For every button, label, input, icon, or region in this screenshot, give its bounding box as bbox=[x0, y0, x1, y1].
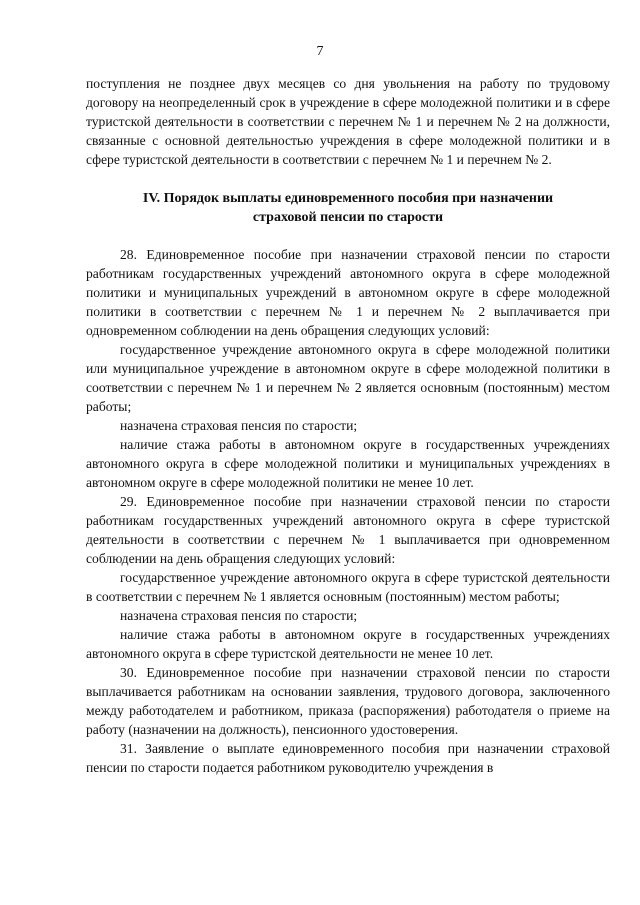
paragraph-28: 28. Единовременное пособие при назначении страховой пенсии по старости работникам государственных учреждений автономного округа в сфере молодежной политики и муниципальных учреждений в автономном округе в сфере молодежной политики в соответствии с перечнем № 1 и перечнем № 2 выплачивается при одновременном соблюдении на день обращения следующих условий: bbox=[86, 247, 610, 338]
condition-main-workplace: государственное учреждение автономного округа в сфере туристской деятельности в соответствии с перечнем № 1 является основным (постоянным) местом работы; bbox=[86, 570, 610, 604]
document-body bbox=[86, 74, 610, 777]
paragraph-30: 30. Единовременное пособие при назначении страховой пенсии по старости выплачивается работникам на основании заявления, трудового договора, заключенного между работодателем и работником, приказа (распоряжения) работодателя о приеме на работу (назначении на должность), пенсионного удостоверения. bbox=[86, 665, 610, 737]
intro-paragraph: поступления не позднее двух месяцев со дня увольнения на работу по трудовому договору на неопределенный срок в учреждение в сфере молодежной политики и в сфере туристской деятельности в соответствии с перечнем № 1 и перечнем № 2 на должности, связанные с основной деятельностью учреждения в сфере молодежной политики и в сфере туристской деятельности в соответствии с перечнем № 1 и перечнем № 2. bbox=[86, 76, 610, 167]
paragraph-31: 31. Заявление о выплате единовременного пособия при назначении страховой пенсии по старости подается работником руководителю учреждения в bbox=[86, 741, 610, 775]
condition-work-experience: наличие стажа работы в автономном округе в государственных учреждениях автономного округа в сфере молодежной политики и муниципальных учреждениях в автономном округе в сфере молодежной политики не менее 10 лет. bbox=[86, 437, 610, 490]
section-title-line-1: IV. Порядок выплаты единовременного пособия при назначении bbox=[142, 191, 554, 206]
paragraph-29: 29. Единовременное пособие при назначении страховой пенсии по старости работникам государственных учреждений автономного округа в сфере туристской деятельности в соответствии с перечнем № 1 выплачивается при одновременном соблюдении на день обращения следующих условий: bbox=[86, 494, 610, 566]
condition-work-experience: наличие стажа работы в автономном округе в государственных учреждениях автономного округа в сфере туристской деятельности не менее 10 лет. bbox=[86, 627, 610, 661]
section-title-line-2: страховой пенсии по старости bbox=[252, 210, 444, 225]
page-number: 7 bbox=[316, 44, 324, 59]
section-heading bbox=[86, 189, 610, 227]
condition-main-workplace: государственное учреждение автономного округа в сфере молодежной политики или муниципальное учреждение в автономном округе в сфере молодежной политики в соответствии с перечнем № 1 и перечнем № 2 является основным (постоянным) местом работы; bbox=[86, 342, 610, 414]
condition-pension-assigned: назначена страховая пенсия по старости; bbox=[120, 608, 358, 623]
condition-pension-assigned: назначена страховая пенсия по старости; bbox=[120, 418, 358, 433]
